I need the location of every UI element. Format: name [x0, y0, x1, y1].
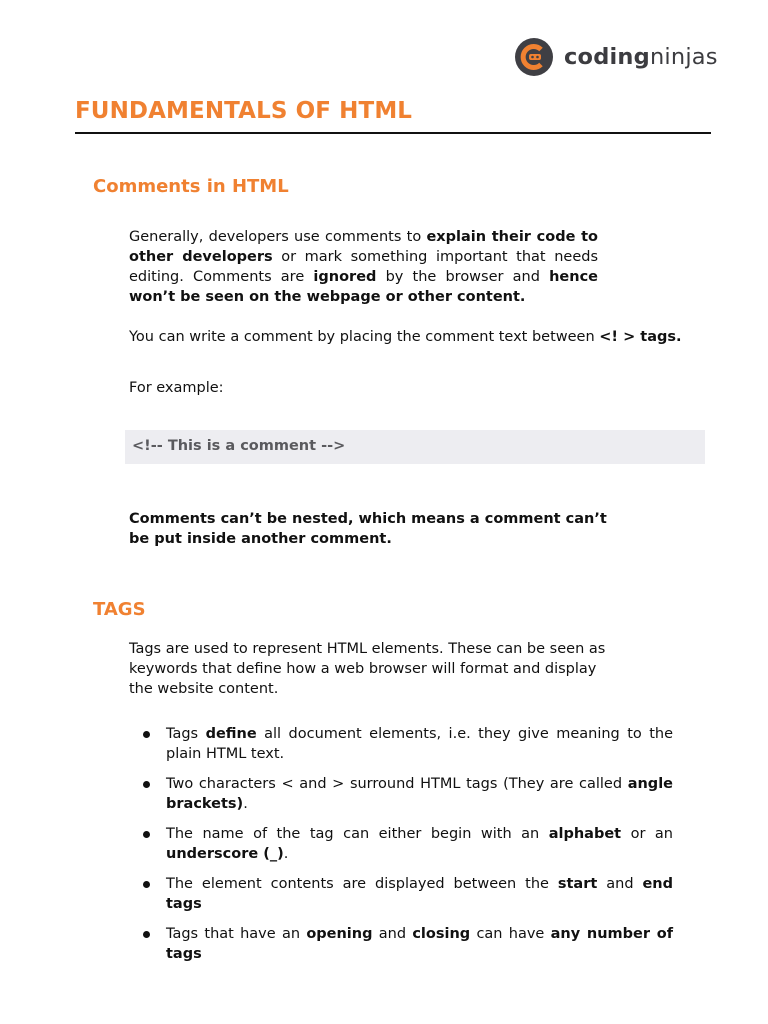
text-run: Generally, developers use comments to — [129, 229, 427, 245]
bold-run: any number of tags — [166, 926, 674, 962]
text-run: and — [597, 876, 643, 892]
bold-run: start — [557, 876, 598, 892]
text-run: or an — [621, 826, 673, 842]
bullet-icon — [143, 931, 150, 938]
list-item — [142, 824, 673, 864]
bold-run: opening — [306, 926, 373, 942]
bold-run: closing — [412, 926, 471, 942]
list-item — [142, 874, 673, 914]
bold-run: angle brackets) — [166, 776, 673, 812]
bold-run: explain their code to other developers — [129, 229, 598, 265]
comment-syntax-paragraph — [129, 327, 689, 347]
bold-run: alphabet — [548, 826, 622, 842]
text-run: The element contents are displayed between the — [166, 876, 558, 892]
list-item — [142, 924, 673, 964]
logo-text-bold: coding — [564, 44, 650, 70]
logo-text-regular: ninjas — [649, 44, 718, 70]
nesting-note — [129, 509, 615, 549]
title-divider — [75, 132, 711, 134]
bold-run: underscore (_) — [166, 846, 284, 862]
tags-heading: TAGS — [93, 599, 146, 620]
bullet-icon — [143, 881, 150, 888]
text-run: . — [243, 796, 248, 812]
text-run: or mark something important that needs editing. Comments are — [129, 249, 598, 285]
text-run: Two characters < and > surround HTML tags (They are called — [166, 776, 628, 792]
bullet-icon — [143, 731, 150, 738]
document-title: FUNDAMENTALS OF HTML — [75, 98, 413, 124]
text-run: . — [283, 846, 289, 862]
bold-run: ignored — [313, 269, 377, 285]
bold-run: Comments can’t be nested, which means a comment can’t be put inside another comment. — [129, 511, 607, 547]
tags-intro-paragraph: Tags are used to represent HTML elements. These can be seen as keywords that define how a web browser will format and display the website content. — [129, 641, 606, 697]
tags-bullet-list — [142, 724, 673, 974]
code-example-box — [125, 430, 705, 464]
bold-run: hence won’t be seen on the webpage or other content. — [129, 269, 599, 305]
list-item — [142, 774, 673, 814]
text-run: Tags that have an — [166, 926, 307, 942]
bullet-icon — [143, 781, 150, 788]
text-run: The name of the tag can either begin with an — [166, 826, 549, 842]
text-run: by the browser and — [376, 269, 550, 285]
for-example-label: For example: — [129, 380, 224, 396]
bold-run: define — [205, 726, 257, 742]
coding-ninjas-logo — [515, 38, 718, 76]
text-run: Tags — [166, 726, 206, 742]
bold-run: end tags — [166, 876, 673, 912]
text-run: You can write a comment by placing the comment text between — [129, 329, 600, 345]
text-run: and — [372, 926, 413, 942]
comments-heading: Comments in HTML — [93, 176, 289, 197]
bold-run: <! > tags. — [599, 329, 682, 345]
comments-intro-paragraph — [129, 227, 598, 307]
bullet-icon — [143, 831, 150, 838]
code-example-text: <!-- This is a comment --> — [132, 438, 346, 454]
ninja-icon — [515, 38, 553, 76]
text-run: all document elements, i.e. they give meaning to the plain HTML text. — [166, 726, 673, 762]
text-run: can have — [470, 926, 551, 942]
list-item — [142, 724, 673, 764]
logo-wordmark — [564, 44, 718, 70]
